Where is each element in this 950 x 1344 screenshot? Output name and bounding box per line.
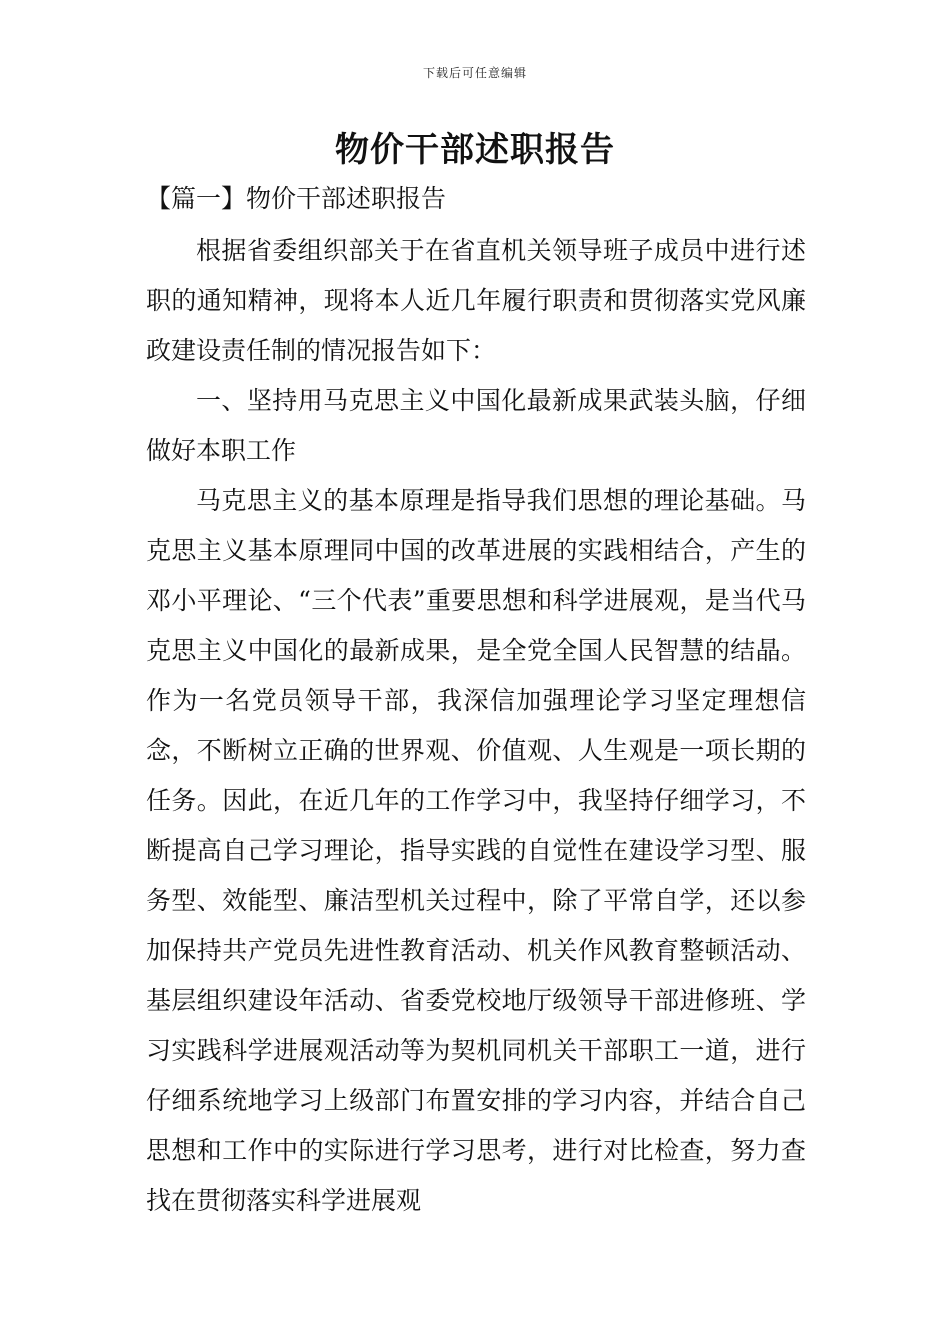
paragraph-body: 马克思主义的基本原理是指导我们思想的理论基础。马克思主义基本原理同中国的改革进展的实践相结合，产生的邓小平理论、“三个代表”重要思想和科学进展观，是当代马克思主义中国化的最新成果，是全党全国人民智慧的结晶。作为一名党员领导干部，我深信加强理论学习坚定理想信念，不断树立正确的世界观、价值观、人生观是一项长期的任务。因此，在近几年的工作学习中，我坚持仔细学习，不断提高自己学习理论，指导实践的自觉性在建设学习型、服务型、效能型、廉洁型机关过程中，除了平常自学，还以参加保持共产党员先进性教育活动、机关作风教育整顿活动、基层组织建设年活动、省委党校地厅级领导干部进修班、学习实践科学进展观活动等为契机同机关干部职工一道，进行仔细系统地学习上级部门布置安排的学习内容，并结合自己思想和工作中的实际进行学习思考，进行对比检查，努力查找在贯彻落实科学进展观 — [146, 486, 806, 1215]
document-title: 物价干部述职报告 — [335, 130, 615, 170]
section-heading: 【篇一】物价干部述职报告 — [146, 184, 447, 213]
document-body — [146, 226, 806, 1226]
header-note: 下载后可任意编辑 — [422, 66, 527, 80]
paragraph-heading-one: 一、坚持用马克思主义中国化最新成果武装头脑，仔细做好本职工作 — [146, 386, 806, 465]
paragraph-intro: 根据省委组织部关于在省直机关领导班子成员中进行述职的通知精神，现将本人近几年履行职责和贯彻落实党风廉政建设责任制的情况报告如下： — [146, 236, 806, 365]
